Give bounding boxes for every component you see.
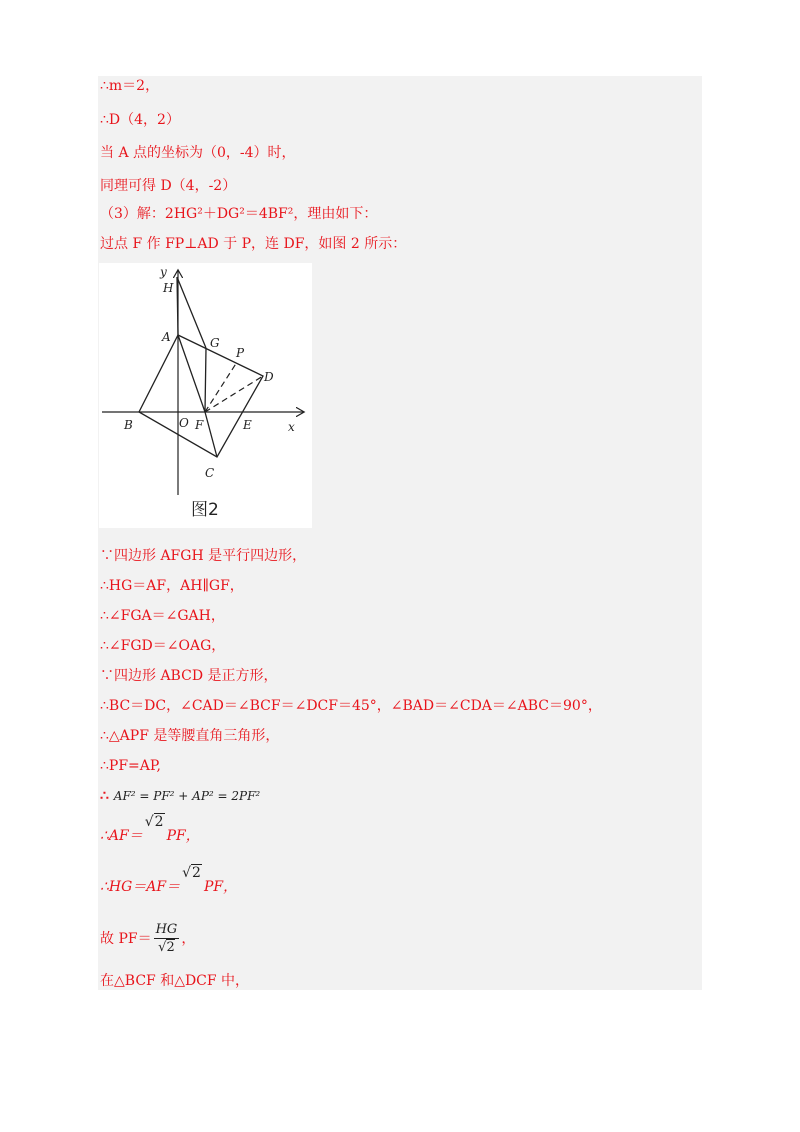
comma: ， [181,931,196,947]
label-f: F [195,418,204,432]
label-c: C [205,466,215,480]
fraction-hg-over-sqrt2: $\frac{HG}{√2}$ [155,921,178,955]
text-line-12: ∴BC＝DC，∠CAD＝∠BCF＝∠DCF＝45°，∠BAD＝∠CDA＝∠ABC＝90°， [100,698,602,714]
label-h: H [163,281,174,295]
therefore-symbol: ∴ [100,788,114,804]
text-line-16 [100,814,200,846]
label-p: P [236,346,245,360]
text-line-11: ∵四边形 ABCD 是正方形， [100,668,278,684]
label-x: x [288,420,295,434]
label-b: B [124,418,133,432]
text-line-17 [100,865,238,897]
text-line-13: ∴△APF 是等腰直角三角形， [100,728,280,744]
text-line-19: 在△BCF 和△DCF 中， [100,973,250,989]
text-line-15 [100,786,260,806]
segment-fp [205,362,237,412]
pf-equals-label: 故 PF＝ [100,931,152,947]
text-line-4: 同理可得 D（4，-2） [100,178,237,194]
text-line-9: ∴∠FGA＝∠GAH， [100,608,225,624]
segment-fd [205,376,263,412]
pf-label-2: PF， [203,879,238,895]
text-line-18 [100,920,195,958]
label-e: E [243,418,252,432]
hg-af-equals-label: ∴HG＝AF＝ [100,879,181,895]
sqrt-two-1: √2 [144,814,164,830]
equation-af-squared: AF² = PF² + AP² = 2PF² [113,789,261,803]
text-line-6: 过点 F 作 FP⊥AD 于 P，连 DF，如图 2 所示： [100,236,407,252]
text-line-2: ∴D（4，2） [100,112,180,128]
segment-fc [205,412,217,457]
segment-gf [205,348,206,412]
sqrt-two-2: √2 [182,865,201,881]
figure-caption: 图2 [191,500,219,520]
text-line-1: ∴m＝2， [100,78,160,94]
text-line-3: 当 A 点的坐标为（0，-4）时， [100,145,296,161]
label-g: G [210,336,220,350]
text-line-5: （3）解：2HG²＋DG²＝4BF²，理由如下： [100,206,378,222]
text-line-7: ∵四边形 AFGH 是平行四边形， [100,548,307,564]
text-line-8: ∴HG＝AF，AH∥GF， [100,578,244,594]
text-line-10: ∴∠FGD＝∠OAG， [100,638,226,654]
label-a: A [162,330,171,344]
label-d: D [264,370,274,384]
figure-2 [99,263,312,528]
pf-label-1: PF， [166,828,200,844]
af-equals-label: ∴AF＝ [100,828,143,844]
segment-hg [177,277,206,348]
geometry-diagram [99,263,312,528]
label-o: O [179,416,189,430]
label-y: y [160,265,167,279]
square-abcd [139,335,263,457]
text-line-14: ∴PF=AP, [100,758,161,774]
